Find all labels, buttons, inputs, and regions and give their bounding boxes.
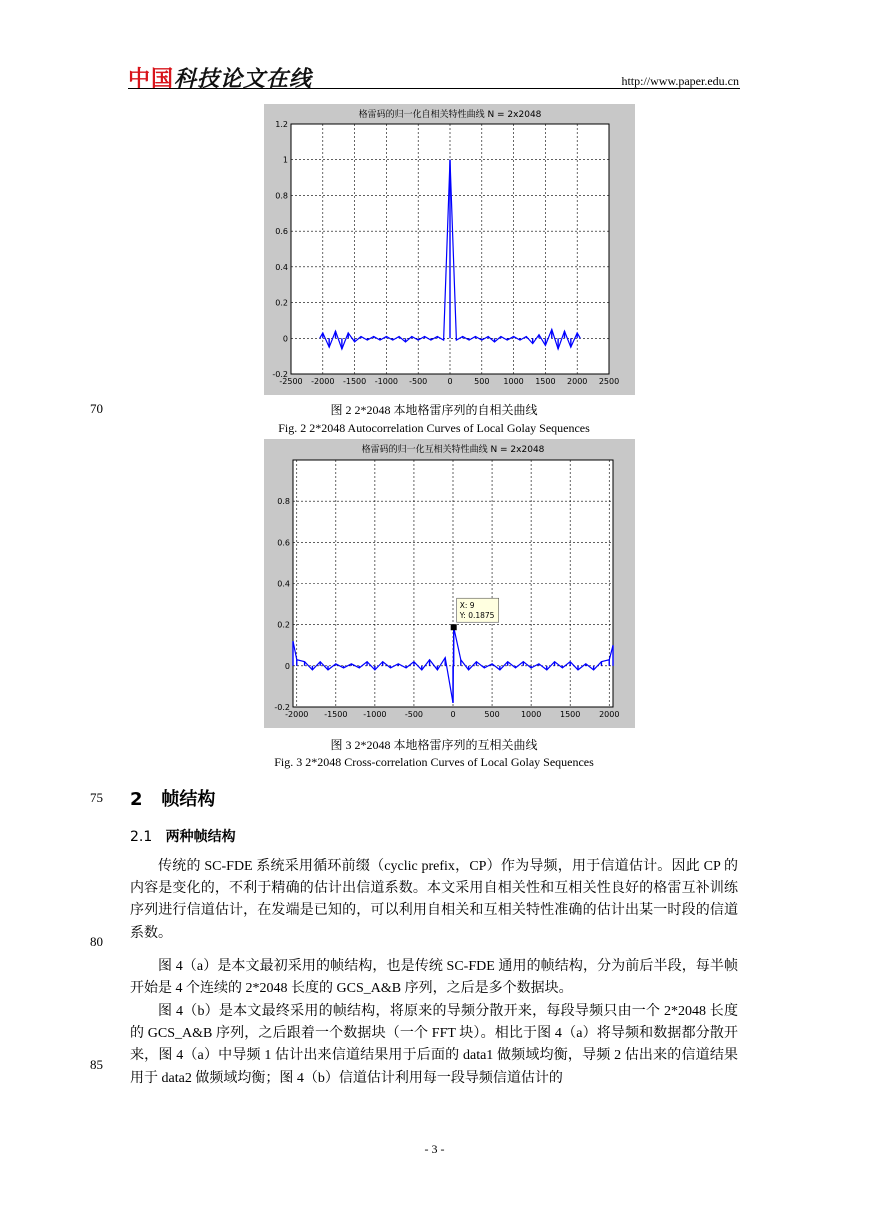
y-tick-label: 0.4 <box>275 262 288 272</box>
x-tick-label: 1500 <box>535 377 556 386</box>
subsection-title: 两种帧结构 <box>165 829 236 845</box>
y-tick-label: 0.6 <box>277 538 290 548</box>
logo-red-text: 中国 <box>128 67 175 92</box>
paragraph-1: 传统的 SC-FDE 系统采用循环前缀（cyclic prefix，CP）作为导频，用于信道估计。因此 CP 的内容是变化的，不利于精确的估计出信道系数。本文采用自相关性和互相关性良好的格雷互补训练序列进行信道估计，在发端是已知的，可以利用自相关和互相关特性准确的估计出某一时段的信道系数。 <box>130 859 738 941</box>
y-tick-label: 1 <box>282 155 288 165</box>
line-number-70: 70 <box>90 401 103 416</box>
x-tick-label: -1500 <box>324 710 348 719</box>
x-tick-label: -2000 <box>285 710 309 719</box>
y-tick-label: 0.4 <box>277 579 290 589</box>
figure-3 <box>264 439 635 728</box>
x-tick-label: 0 <box>447 377 453 386</box>
x-tick-label: 1000 <box>520 710 542 719</box>
fig2-caption-cn: 图 2 2*2048 本地格雷序列的自相关曲线 <box>330 403 538 417</box>
line-number-75: 75 <box>90 790 103 805</box>
crosscorrelation-chart <box>264 439 635 728</box>
section-number: 2 <box>130 789 143 810</box>
y-tick-label: 0.6 <box>275 227 288 237</box>
autocorrelation-chart <box>264 104 635 395</box>
paragraph-3: 图 4（b）是本文最终采用的帧结构，将原来的导频分散开来，每段导频只由一个 2*2048 长度的 GCS_A&B 序列，之后跟着一个数据块（一个 FFT 块）。相比于图 4（a）将导频和数据都分散开来，图 4（a）中导频 1 估计出来信道结果用于后面的 data1 做频域均衡，导频 2 估出来的信道结果用于 data2 做频域均衡；图 4（b）信道估计利用每一段导频信道估计的 <box>130 1004 738 1086</box>
datatip-x: X: 9 <box>459 601 475 611</box>
datatip-marker[interactable] <box>451 624 457 630</box>
x-tick-label: 0 <box>450 710 456 719</box>
y-tick-label: 0.2 <box>277 620 290 630</box>
x-tick-label: -1000 <box>374 377 399 386</box>
page-number: - 3 - <box>424 1142 445 1156</box>
header-url[interactable]: http://www.paper.edu.cn <box>621 74 739 88</box>
x-tick-label: -1500 <box>342 377 367 386</box>
x-tick-label: 2000 <box>567 377 588 386</box>
y-tick-label: 0 <box>282 334 288 344</box>
section-heading <box>130 785 215 811</box>
y-tick-label: -0.2 <box>272 370 288 379</box>
x-tick-label: 500 <box>474 377 490 386</box>
x-tick-label: -2000 <box>311 377 335 386</box>
y-tick-label: -0.2 <box>274 703 290 712</box>
section-title: 帧结构 <box>161 789 216 810</box>
y-tick-label: 0 <box>284 661 290 671</box>
chart-title: 格雷码的归一化互相关特性曲线 N = 2x2048 <box>361 445 545 455</box>
x-tick-label: 500 <box>484 710 500 719</box>
y-tick-label: 0.2 <box>275 298 288 308</box>
fig2-caption-en: Fig. 2 2*2048 Autocorrelation Curves of Local Golay Sequences <box>278 421 590 435</box>
x-tick-label: -2500 <box>279 377 303 386</box>
line-number-85: 85 <box>90 1057 103 1072</box>
x-tick-label: -500 <box>409 377 428 386</box>
x-tick-label: 1500 <box>560 710 581 719</box>
x-tick-label: 2000 <box>599 710 620 719</box>
logo-black-text: 科技论文在线 <box>174 67 313 92</box>
line-number-80: 80 <box>90 934 103 949</box>
chart-title: 格雷码的归一化自相关特性曲线 N = 2x2048 <box>358 110 542 120</box>
y-tick-label: 0.8 <box>277 497 290 507</box>
header-rule <box>128 88 740 89</box>
subsection-heading <box>130 826 236 846</box>
x-tick-label: -500 <box>404 710 424 719</box>
y-tick-label: 0.8 <box>275 191 288 201</box>
x-tick-label: 2500 <box>598 377 620 386</box>
figure-2 <box>264 104 635 395</box>
fig3-caption-en: Fig. 3 2*2048 Cross-correlation Curves of Local Golay Sequences <box>274 755 594 769</box>
datatip-y: Y: 0.1875 <box>459 611 495 621</box>
fig3-caption-cn: 图 3 2*2048 本地格雷序列的互相关曲线 <box>330 738 538 752</box>
x-tick-label: -1000 <box>363 710 387 719</box>
y-tick-label: 1.2 <box>275 120 288 129</box>
x-tick-label: 1000 <box>503 377 524 386</box>
paragraph-2: 图 4（a）是本文最初采用的帧结构，也是传统 SC-FDE 通用的帧结构，分为前后半段，每半帧开始是 4 个连续的 2*2048 长度的 GCS_A&B 序列，之后是多个数据块。 <box>130 959 738 997</box>
subsection-number: 2.1 <box>130 829 153 845</box>
